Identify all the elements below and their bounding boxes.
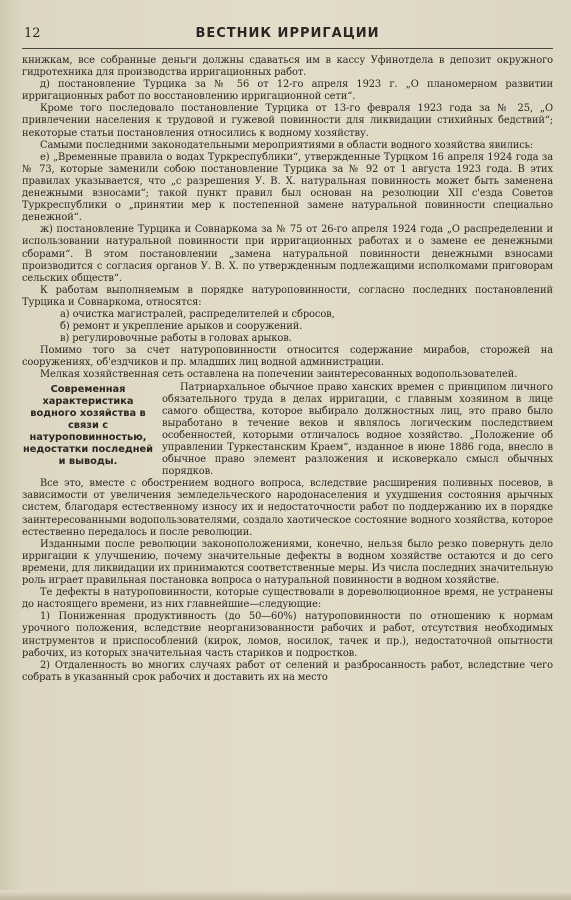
paragraph: Все это, вместе с обострением водного вопроса, вследствие расширения поливных посевов, в зависимости от увеличения земледельческого народонаселения и ухудшения состояния арычных систем, благодаря естественному износу их и недостаточности работ по поддержанию их в порядке заинтересованными водопользователями, создало хаотическое состояние водного хозяйства, которое естественно передалось и после революции. [22, 478, 553, 538]
article-body [22, 55, 553, 684]
journal-title: ВЕСТНИК ИРРИГАЦИИ [195, 26, 380, 41]
list-item: в) регулировочные работы в головах арыков. [60, 333, 292, 345]
section-with-sidebar [22, 382, 553, 479]
paragraph: Те дефекты в натуроповинности, которые существовали в дореволюционное время, не устранены до настоящего времени, из них главнейшие—следующие: [22, 587, 553, 611]
page-header [22, 22, 553, 49]
list-item: а) очистка магистралей, распределителей и сбросов, [60, 308, 335, 320]
paragraph: Патриархальное обычное право ханских времен с принципом личного обязательного труда в делах ирригации, с главным хозяином в лице самого общества, которое выбирало должностных лиц, это право было выработано в течение веков и являлось логическим последствием особенностей, которыми отличалось водное хозяйство. „Положение об управлении Туркестанским Краем“, изданное в июне 1886 года, внесло в обычное право элемент разложения и исковеркало смысл обычных порядков. [162, 381, 553, 478]
paragraph: ж) постановление Турцика и Совнаркома за № 75 от 26-го апреля 1924 года „О распределении и использовании натуральной повинности при ирригационных работах и о замене ее денежными сборами“. В этом постановлении „замена натуральной повинности денежными взносами производится с согласия органов У. В. Х. по утвержденным подлежащими исполкомами приговорам сельских обществ“. [22, 224, 553, 284]
list-item: б) ремонт и укрепление арыков и сооружений. [60, 321, 303, 333]
page-edge [0, 890, 571, 900]
paragraph: Изданными после революции законоположениями, конечно, нельзя было резко повернуть дело ирригации к улучшению, почему значительные дефекты в водном хозяйстве остаются и до сего времени, для ликвидации их принимаются соответственные меры. Из числа последних значительную роль играет правильная постановка вопроса о натуральной повинности в водном хозяйстве. [22, 538, 553, 587]
sidebar-heading: Современная характеристика водного хозяйства в связи с натуроповинностью, недостатки последней и выводы. [22, 383, 154, 467]
paragraph: Кроме того последовало постановление Турцика от 13-го февраля 1923 года за № 25, „О привлечении населения к трудовой и гужевой повинности для ликвидации стихийных бедствий“; некоторые статьи постановления относились к водному хозяйству. [22, 103, 553, 139]
paragraph: 2) Отдаленность во многих случаях работ от селений и разбросанность работ, вследствие чего собрать в указанный срок рабочих и доставить их на место [22, 659, 553, 683]
paragraph: е) „Временные правила о водах Туркреспублики“, утвержденные Турцком 16 апреля 1924 года за № 73, которые заменили собою постановление Турцика за № 92 от 1 августа 1923 года. В этих правилах указывается, что „с разрешения У. В. Х. натуральная повинность может быть заменена денежными взносами“; такой пункт правил был основан на резолюции XII с'езда Советов Туркреспублики о „принятии мер к постепенной замене натуральной повинности специально денежной“. [22, 151, 553, 224]
paragraph: д) постановление Турцика за № 56 от 12-го апреля 1923 г. „О планомерном развитии ирригационных работ по восстановлению ирригационной сети“. [22, 79, 553, 103]
paragraph: Помимо того за счет натуроповинности относится содержание мирабов, сторожей на сооружениях, об'ездчиков и пр. младших лиц водной администрации. [22, 345, 553, 369]
paragraph: книжкам, все собранные деньги должны сдаваться им в кассу Уфинотдела в депозит окружного гидротехника для производства ирригационных работ. [22, 55, 553, 79]
page-number: 12 [24, 26, 41, 41]
paragraph: К работам выполняемым в порядке натуроповинности, согласно последних постановлений Турцика и Совнаркома, относятся: [22, 284, 553, 308]
paragraph: Мелкая хозяйственная сеть оставлена на попечении заинтересованных водопользователей. [40, 369, 518, 381]
paragraph: 1) Пониженная продуктивность (до 50—60%) натуроповинности по отношению к нормам урочного положения, вследствие неорганизованности рабочих и работ, отсутствия необходимых инструментов и приспособлений (кирок, ломов, носилок, тачек и пр.), недостаточной опытности рабочих, из которых значительная часть стариков и подростков. [22, 611, 553, 659]
paragraph: Самыми последними законодательными мероприятиями в области водного хозяйства явились: [40, 139, 534, 151]
